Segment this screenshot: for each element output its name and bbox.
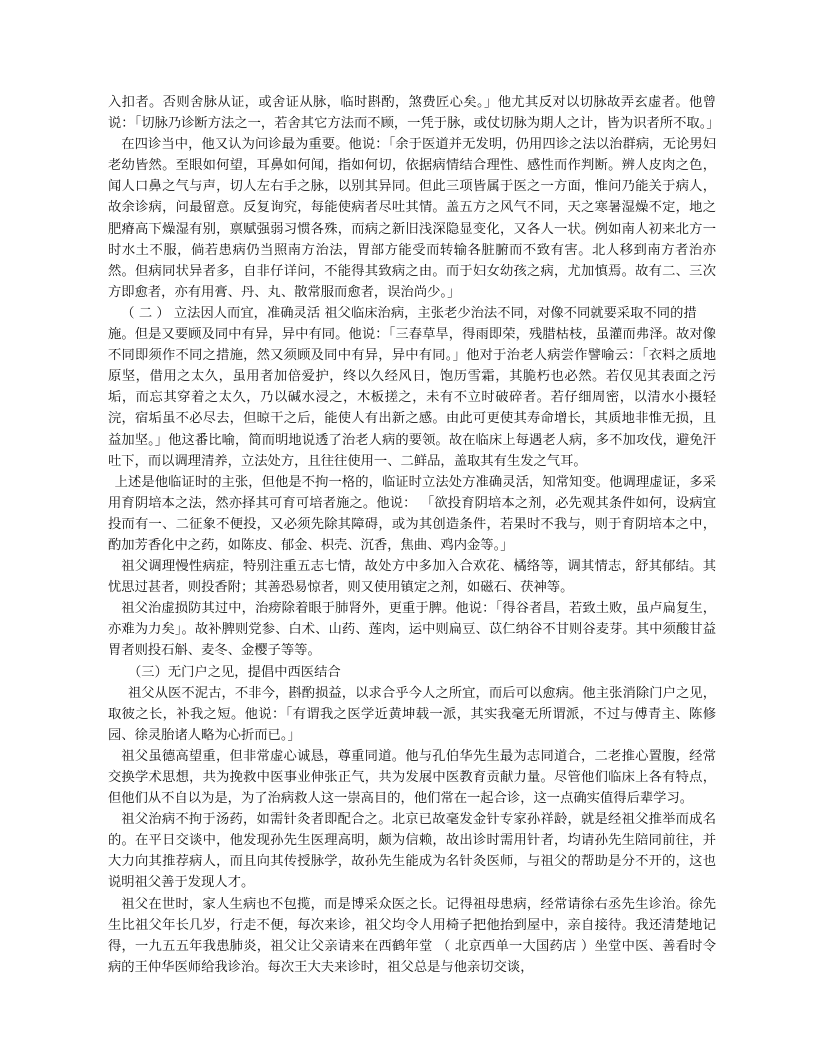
paragraph-family-care: 祖父在世时，家人生病也不包揽，而是博采众医之长。记得祖母患病，经常请徐右丞先生诊治。徐先生比祖父年长几岁，行走不便，每次来诊，祖父均令人用椅子把他抬到屋中，亲自接待。我还清楚地记得，一九五五年我患肺炎，祖父让父亲请来在西鹤年堂 （ 北京西单一大国药店 ）坐堂中医、善看时令病的王仲华医师给我诊治。每次王大夫来诊时，祖父总是与他亲切交谈， (108, 896, 716, 975)
paragraph-emotions: 祖父调理慢性病症，特别注重五志七情，故处方中多加入合欢花、橘络等，调其情志，舒其郁结。其忧思过甚者，则投香附；其善恐易惊者，则又使用镇定之剂，如磁石、茯神等。 (108, 559, 716, 596)
paragraph-spleen: 祖父治虚损防其过中，治痨除着眼于肺肾外，更重于脾。他说：「得谷者昌，若致土败，虽卢扁复生，亦难为力矣」。故补脾则党参、白术、山药、莲肉，运中则扁豆、苡仁纳谷不甘则谷麦芽。其中须酸甘益胃者则投石斛、麦冬、金樱子等等。 (108, 601, 716, 659)
paragraph-pulse-diagnosis: 入扣者。否则舍脉从证，或舍证从脉，临时斟酌，煞费匠心矣。」他尤其反对以切脉故弄玄虚者。他曾说：「切脉乃诊断方法之一，若舍其它方法而不顾，一凭于脉，或仗切脉为期人之计，皆为识者所不取。」 (108, 95, 720, 132)
paragraph-tonify-yin: 上述是他临证时的主张，但他是不拘一格的，临证时立法处方准确灵活，知常知变。他调理虚证，多采用育阴培本之法，然亦择其可育可培者施之。他说： 「欲投育阴培本之剂，必先观其条件如何，设病宜投而有一、二征象不便投，又必须先除其障碍，或为其创造条件，若果时不我与，则于育阴培本之中，酌加芳香化中之药，如陈皮、郁金、枳壳、沉香，焦曲、鸡内金等。」 (108, 474, 716, 553)
section-heading-2: （ 二 ） 立法因人而宜，准确灵活 祖父临床治病，主张老少治法不同，对像不同就要采取不同的措 (121, 305, 697, 321)
section-heading-3: （三）无门户之见，提倡中西医结合 (127, 664, 341, 680)
paragraph-elderly-treatment: 施。但是又要顾及同中有异，异中有同。他说：「三春草旱，得雨即荣，残腊枯枝，虽灌而弗泽。故对像不同即须作不同之措施，然又须顾及同中有异，异中有同。」他对于治老人病尝作譬喻云：「衣料之质地原坚，借用之太久，虽用者加倍爱护，终以久经风日，饱历雪霜，其脆朽也必然。若仅见其表面之污垢，而忘其穿着之太久，乃以碱水浸之，木板搓之，未有不立时破碎者。若仔细周密，以清水小摄轻浣，宿垢虽不必尽去，但晾干之后，能使人有出新之感。由此可更使其寿命增长，其质地非惟无损，且益加坚。」他这番比喻，简而明地说透了治老人病的要领。故在临床上每遇老人病，多不加攻伐，避免汗吐下，而以调理清养，立法处方，且往往使用一、二鲜品，盖取其有生发之气耳。 (108, 327, 716, 469)
paragraph-no-sect: 祖父从医不泥古，不非今，斟酌损益，以求合乎今人之所宜，而后可以愈病。他主张消除门户之见，取彼之长，补我之短。他说：「有谓我之医学近黄坤载一派，其实我毫无所谓派，不过与傅青主、陈修园、徐灵胎诸人略为心折而已。」 (108, 685, 716, 743)
paragraph-respect-peers: 祖父虽德高望重，但非常虚心诚恳，尊重同道。他与孔伯华先生最为志同道合，二老推心置腹，经常交换学术思想，共为挽救中医事业伸张正气，共为发展中医教育贡献力量。尽管他们临床上各有特点，但他们从不自以为是，为了治病救人这一崇高目的，他们常在一起合诊，这一点确实值得后辈学习。 (108, 748, 716, 807)
paragraph-acupuncture: 祖父治病不拘于汤药，如需针灸者即配合之。北京已故毫发金针专家孙祥龄，就是经祖父推举而成名的。在平日交谈中，他发现孙先生医理高明，颇为信赖，故出诊时需用针者，均请孙先生陪同前往，并大力向其推荐病人，而且向其传授脉学，故孙先生能成为名针灸医师，与祖父的帮助是分不开的，这也说明祖父善于发现人才。 (108, 812, 716, 891)
paragraph-inquiry-diagnosis: 在四诊当中，他又认为问诊最为重要。他说：「余于医道并无发明，仍用四诊之法以治群病，无论男妇老幼皆然。至眼如何望，耳鼻如何闻，指如何切，依据病情结合理性、感性而作判断。辨人皮肉之色，闻人口鼻之气与声，切人左右手之脉，以别其异同。但此三项皆属于医之一方面，惟问乃能关于病人，故余诊病，问最留意。反复询究，每能使病者尽吐其情。盖五方之风气不同，天之寒暑湿燥不定，地之肥瘠高下燥湿有别，禀赋强弱习惯各殊，而病之新旧浅深隐显变化，又各人一状。例如南人初来北方一时水土不服，倘若患病仍当照南方治法，胃部方能受而转输各脏腑而不致有害。北人移到南方者治亦然。但病同状异者多，自非仔详问，不能得其致病之由。而于妇女幼孩之病，尤加慎焉。故有二、三次方即愈者，亦有用膏、丹、丸、散常服而愈者，误治尚少。」 (108, 137, 716, 300)
